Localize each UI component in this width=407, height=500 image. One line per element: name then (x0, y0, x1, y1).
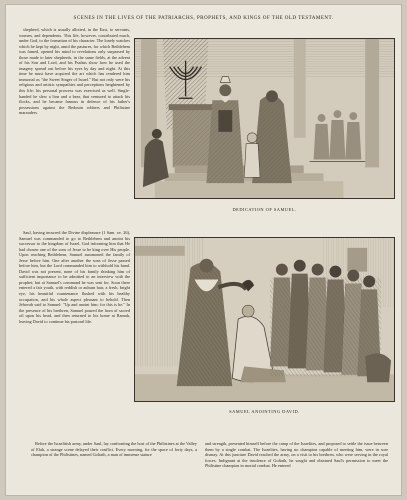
caption-samuel-anointing-david: SAMUEL ANOINTING DAVID. (229, 409, 300, 414)
illustration-dedication-of-samuel (134, 38, 395, 199)
text-column-bottom-right (205, 441, 388, 489)
text-column-left-lower (19, 230, 130, 416)
page-sheet (5, 4, 402, 496)
caption-dedication-of-samuel: DEDICATION OF SAMUEL. (232, 207, 297, 212)
paragraph: Before the Israelitish army, under Saul, lay confronting the host of the Philistines at the Valley of Elah, a strange scene delayed their conflict. Every morning, for the space of forty days, a champion of the Philistines, named Goliath, a man of immense stature (31, 441, 197, 458)
page-header: SCENES IN THE LIVES OF THE PATRIARCHS, PROPHETS, AND KINGS OF THE OLD TESTAMENT. (73, 15, 334, 21)
paragraph: Saul, having incurred the Divine displeasure (1 Sam. xv. 26), Samuel was commanded to go to Bethlehem and anoint his successor to the kingdom of Israel, God informing him that He had chosen one of the sons of Jesse to be king over His people. Upon reaching Bethlehem, Samuel summoned the family of Jesse before him. One after another the sons of Jesse passed before him, but the Lord commanded him to withhold his hand. David was not present, none of his family thinking him of sufficient importance to be admitted to an interview with the prophet; but at Samuel's command he was sent for. Soon there entered a fair youth, with reddish or auburn hair, a fresh, bright eye, his beautiful countenance flushed with his healthy occupation, and his whole aspect pleasant to behold. Then Jehovah said to Samuel: "Up and anoint him; for this is he." In the presence of his brethren, Samuel poured the horn of sacred oil upon his head, and then returned to his home at Ramah, leaving David to continue his pastoral life. (19, 230, 130, 324)
text-column-bottom-left (31, 441, 197, 489)
illustration-samuel-anointing-david (134, 237, 395, 402)
paragraph: and strength, presented himself before the camp of the Israelites, and proposed to settle the issue between them by a single combat. The Israelites, having no champion capable of meeting him, were in sore dismay. At this juncture David reached the army, on a visit to his brethren, who were serving in the royal forces. Indignant at the insolence of Goliath, he sought and obtained Saul's permission to meet the Philistine champion in mortal combat. He entered (205, 441, 388, 469)
text-column-left-upper (19, 27, 130, 223)
engraving-anointing (135, 238, 394, 401)
paragraph: shepherd, which is usually allotted, in the East, to servants, women, and dependents. This life, however, contributed much, under God, to the formation of his character. The lonely watches which he kept by night, amid the pastures, for which Bethlehem was famed, opened his mind to revelations only surpassed by those made to later shepherds, in the same fields, at the advent of his Son and Lord, and his Psalms show how he used the imagery spread out before his eyes by day and night. At this time he must have acquired the art which has rendered him immortal as "the Sweet Singer of Israel." But not only were his religious and artistic sympathies and perceptions heightened by this life; his personal prowess was exercised as well. Single-handed he slew a lion and a bear, that ventured to attack his flocks, and he became famous in defence of his father's possessions against the Bedouin robbers and Philistine marauders. (19, 27, 130, 116)
engraving-dedication (135, 39, 394, 198)
